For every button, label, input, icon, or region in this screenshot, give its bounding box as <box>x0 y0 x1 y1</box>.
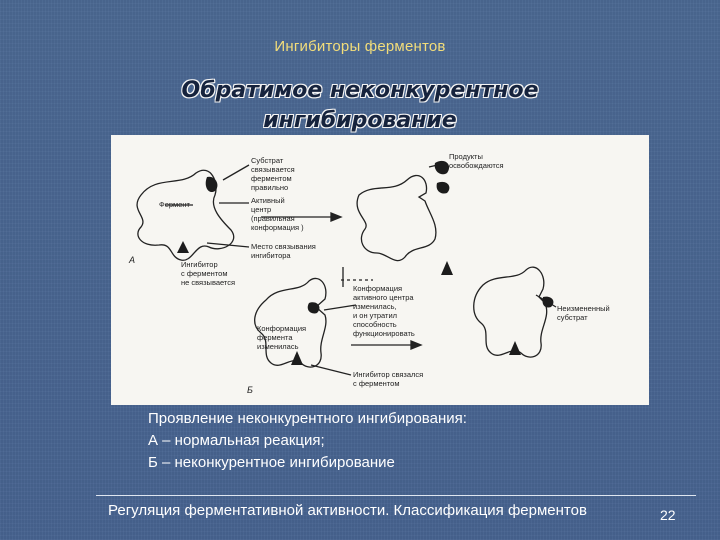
label-active-site-1: центр <box>251 205 272 214</box>
label-conf-active-3: и он утратил <box>353 311 398 320</box>
label-substrate-2: ферментом <box>251 174 292 183</box>
label-products-0: Продукты <box>449 152 483 161</box>
slide-topic-title: Ингибиторы ферментов <box>274 38 446 55</box>
products-mark-1 <box>435 161 449 174</box>
label-panel-a: А <box>129 255 136 265</box>
label-active-site-0: Активный <box>251 196 285 205</box>
slide-footer: Регуляция ферментативной активности. Классификация ферментов <box>108 502 587 519</box>
inhibitor-bound-b1 <box>291 351 303 365</box>
label-substrate-3: правильно <box>251 183 289 192</box>
inhibitor-bound-b2 <box>509 341 521 355</box>
label-conf-active-0: Конформация <box>353 284 403 293</box>
substrate-mark-a1 <box>206 177 218 192</box>
footer-divider <box>96 495 696 496</box>
label-conf-active-4: способность <box>353 320 397 329</box>
diagram-svg <box>111 135 649 405</box>
main-title-line-1: Обратимое неконкурентное <box>181 78 539 103</box>
label-products-1: освобождаются <box>449 161 504 170</box>
slide-main-title <box>0 76 720 136</box>
label-panel-b: Б <box>247 385 253 395</box>
label-inhibitor-bound-1: с ферментом <box>353 379 400 388</box>
label-inhibitor-free-0: Ингибитор <box>181 260 218 269</box>
label-conf-left-0: Конформация <box>257 324 307 333</box>
label-inhibitor-free-1: с ферментом <box>181 269 228 278</box>
label-inhibitor-site-0: Место связывания <box>251 242 316 251</box>
label-conf-active-1: активного центра <box>353 293 414 302</box>
label-inhibitor-free-2: не связывается <box>181 278 236 287</box>
inhibitor-free-mark <box>441 261 453 275</box>
enzyme-shape-b2 <box>474 267 547 357</box>
label-active-site-2: (правильная <box>251 214 295 223</box>
label-conf-left-1: фермента <box>257 333 293 342</box>
label-substrate-1: связывается <box>251 165 295 174</box>
inhibition-diagram <box>111 135 649 405</box>
label-conf-left-2: изменилась <box>257 342 299 351</box>
products-mark-2 <box>437 182 450 194</box>
label-conf-active-5: функционировать <box>353 329 415 338</box>
label-inhibitor-site-1: ингибитора <box>251 251 291 260</box>
label-substrate-0: Субстрат <box>251 156 284 165</box>
diagram-caption <box>148 408 467 474</box>
main-title-line-2: ингибирование <box>263 108 457 133</box>
substrate-mark-b1 <box>308 302 320 313</box>
caption-line-3: Б – неконкурентное ингибирование <box>148 454 395 471</box>
caption-line-2: А – нормальная реакция; <box>148 432 325 449</box>
inhibitor-site-a1 <box>177 241 189 253</box>
label-unchanged-substrate-0: Неизмененный <box>557 304 610 313</box>
page-number: 22 <box>660 507 676 523</box>
label-active-site-3: конформация ) <box>251 223 304 232</box>
enzyme-shape-a2 <box>357 175 436 260</box>
caption-line-1: Проявление неконкурентного ингибирования: <box>148 410 467 427</box>
label-conf-active-2: изменилась, <box>353 302 397 311</box>
label-enzyme: Фермент <box>159 200 190 209</box>
label-inhibitor-bound-0: Ингибитор связался <box>353 370 424 379</box>
enzyme-shape-b1 <box>255 278 326 367</box>
substrate-mark-b2 <box>542 297 553 308</box>
label-unchanged-substrate-1: субстрат <box>557 313 588 322</box>
